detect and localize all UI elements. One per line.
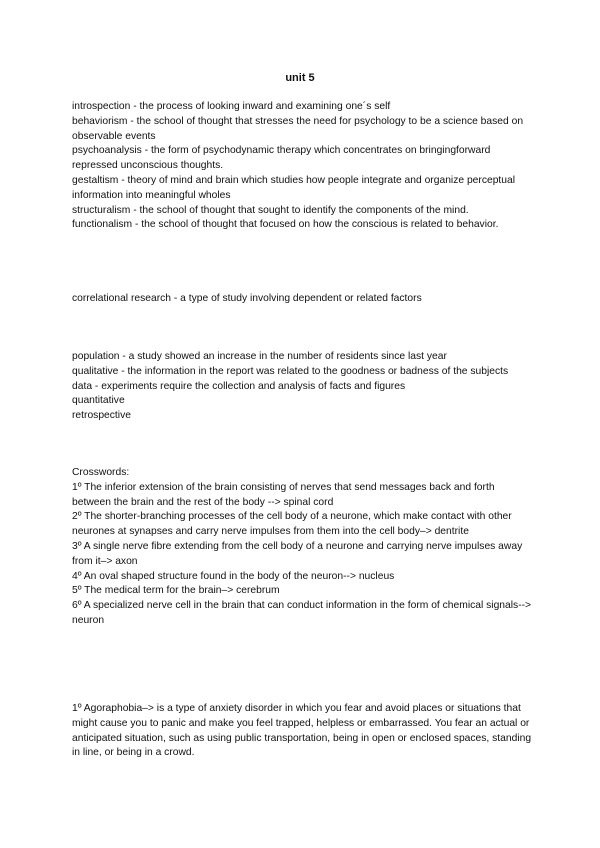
terms-list <box>72 100 532 233</box>
agoraphobia-paragraph: 1º Agoraphobia–> is a type of anxiety disorder in which you fear and avoid places or situations that might cause you to panic and make you feel trapped, helpless or embarrassed. You fear an actual or anticipated situation, such as using public transportation, being in open or enclosed spaces, standing in line, or being in a crowd. <box>72 703 532 759</box>
crossword-item: 3º A single nerve fibre extending from the cell body of a neurone and carrying nerve impulses away from it–> axon <box>72 540 523 567</box>
crosswords-section <box>72 466 532 629</box>
research-section <box>72 292 532 307</box>
crossword-item: 2º The shorter-branching processes of the cell body of a neurone, which make contact with other neurones at synapses and carry nerve impulses from them into the cell body–> dentrite <box>72 511 512 538</box>
term-psychoanalysis: psychoanalysis - the form of psychodynamic therapy which concentrates on bringingforward repressed unconscious thoughts. <box>72 145 491 172</box>
term-behaviorism: behaviorism - the school of thought that stresses the need for psychology to be a science based on observable events <box>72 115 524 142</box>
term-structuralism: structuralism - the school of thought that sought to identify the components of the mind. <box>72 204 469 216</box>
crossword-item: 4º An oval shaped structure found in the body of the neuron--> nucleus <box>72 570 395 582</box>
data-terms-list <box>72 350 532 424</box>
term-data: data - experiments require the collection and analysis of facts and figures <box>72 380 406 392</box>
term-gestaltism: gestaltism - theory of mind and brain which studies how people integrate and organize perceptual information into meaningful wholes <box>72 174 516 201</box>
term-introspection: introspection - the process of looking inward and examining one´s self <box>72 101 391 112</box>
page-title: unit 5 <box>285 72 315 84</box>
crosswords-heading: Crosswords: <box>72 467 130 478</box>
term-retrospective: retrospective <box>72 410 131 422</box>
term-functionalism: functionalism - the school of thought that focused on how the conscious is related to behavior. <box>72 219 499 231</box>
crossword-item: 6º A specialized nerve cell in the brain that can conduct information in the form of chemical signals--> neuron <box>72 600 532 626</box>
term-population: population - a study showed an increase in the number of residents since last year <box>72 351 447 362</box>
agoraphobia-section <box>72 702 532 761</box>
term-correlational-research: correlational research - a type of study involving dependent or related factors <box>72 293 422 304</box>
crossword-item: 1º The inferior extension of the brain consisting of nerves that send messages back and forth between the brain and the rest of the body --> spinal cord <box>72 481 495 508</box>
term-quantitative: quantitative <box>72 395 125 407</box>
crossword-item: 5º The medical term for the brain–> cerebrum <box>72 585 280 597</box>
term-qualitative: qualitative - the information in the report was related to the goodness or badness of the subjects <box>72 365 509 377</box>
